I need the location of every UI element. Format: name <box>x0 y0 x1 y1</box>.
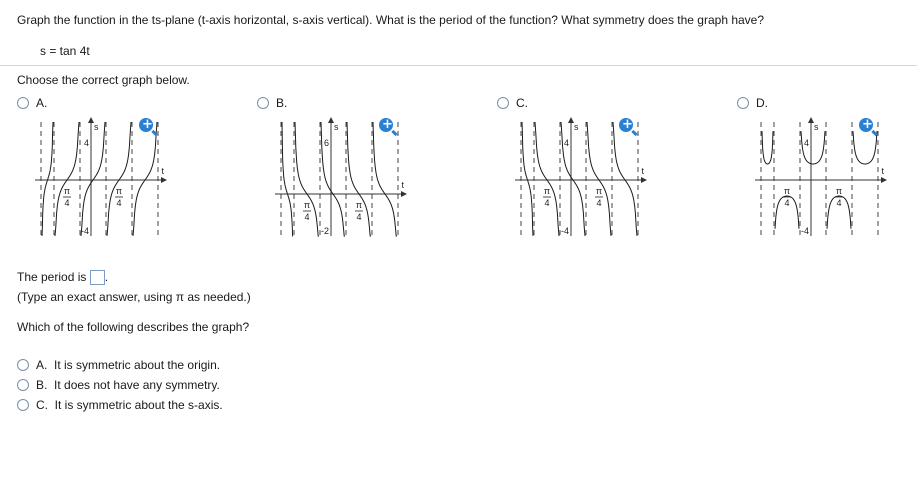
option-letter: B. <box>276 96 288 110</box>
x-right-tick-denominator: 4 <box>836 198 842 208</box>
y-max-label: 4 <box>803 138 809 148</box>
tangent-curve <box>282 122 293 236</box>
option-letter: A. <box>36 96 48 110</box>
period-dot: . <box>104 270 109 284</box>
x-left-tick-numerator: π <box>63 186 71 196</box>
option-text: It is symmetric about the s-axis. <box>54 398 223 412</box>
tangent-curve <box>522 122 533 236</box>
x-right-tick-numerator: π <box>115 186 123 196</box>
tangent-curve <box>613 122 637 236</box>
s-axis-label: s <box>94 122 99 132</box>
x-right-tick-numerator: π <box>595 186 603 196</box>
radio-button[interactable] <box>17 97 29 109</box>
x-left-tick-numerator: π <box>543 186 551 196</box>
radio-button[interactable] <box>17 379 29 391</box>
option-letter: D. <box>756 96 768 110</box>
radio-button[interactable] <box>17 359 29 371</box>
y-min-label: -4 <box>80 226 89 236</box>
graph-option-c[interactable] <box>497 96 672 246</box>
y-max-label: 4 <box>563 138 569 148</box>
option-letter: B. <box>36 378 48 392</box>
x-right-tick-denominator: 4 <box>356 212 362 222</box>
y-max-label: 4 <box>83 138 89 148</box>
graph-option-a[interactable] <box>17 96 192 246</box>
period-label: The period is <box>17 270 87 284</box>
period-input[interactable] <box>90 270 105 285</box>
choose-graph-prompt: Choose the correct graph below. <box>17 73 190 87</box>
zoom-in-icon[interactable] <box>859 118 873 132</box>
x-left-tick-numerator: π <box>783 186 791 196</box>
t-axis-label: t <box>161 166 164 176</box>
option-text: It does not have any symmetry. <box>54 378 220 392</box>
t-axis-label: t <box>881 166 884 176</box>
x-right-tick-denominator: 4 <box>116 198 122 208</box>
option-letter: C. <box>516 96 528 110</box>
equation: s = tan 4t <box>40 44 90 58</box>
function-graph <box>271 114 411 244</box>
function-graph <box>31 114 171 244</box>
x-left-tick-denominator: 4 <box>304 212 310 222</box>
x-left-tick-numerator: π <box>303 200 311 210</box>
tangent-curve <box>587 122 611 236</box>
t-axis-label: t <box>401 180 404 190</box>
period-hint: (Type an exact answer, using π as needed.) <box>17 290 251 304</box>
x-right-tick-numerator: π <box>355 200 363 210</box>
symmetry-prompt: Which of the following describes the graph? <box>17 320 250 334</box>
y-max-label: 6 <box>323 138 329 148</box>
t-axis-label: t <box>641 166 644 176</box>
x-right-tick-denominator: 4 <box>596 198 602 208</box>
tangent-curve <box>107 122 131 236</box>
x-left-tick-denominator: 4 <box>64 198 70 208</box>
option-letter: A. <box>36 358 48 372</box>
tangent-curve <box>42 122 53 236</box>
radio-button[interactable] <box>737 97 749 109</box>
y-min-label: -2 <box>320 226 329 236</box>
tangent-curve <box>55 122 79 236</box>
zoom-in-icon[interactable] <box>619 118 633 132</box>
t-axis-arrow <box>401 191 407 197</box>
t-axis-arrow <box>881 177 887 183</box>
x-left-tick-denominator: 4 <box>784 198 790 208</box>
tangent-curve <box>535 122 559 236</box>
s-axis-label: s <box>334 122 339 132</box>
option-text: It is symmetric about the origin. <box>54 358 221 372</box>
tangent-curve <box>133 122 157 236</box>
s-axis-label: s <box>574 122 579 132</box>
s-axis-label: s <box>814 122 819 132</box>
radio-button[interactable] <box>497 97 509 109</box>
y-min-label: -4 <box>800 226 809 236</box>
tangent-curve <box>373 122 397 236</box>
question-text: Graph the function in the ts-plane (t-axis horizontal, s-axis vertical). What is the period of the function? What symmetry does the graph have? <box>17 13 765 27</box>
t-axis-arrow <box>641 177 647 183</box>
tangent-curve <box>762 131 773 164</box>
function-graph <box>751 114 891 244</box>
t-axis-arrow <box>161 177 167 183</box>
tangent-curve <box>853 131 877 164</box>
function-graph <box>511 114 651 244</box>
x-left-tick-denominator: 4 <box>544 198 550 208</box>
zoom-in-icon[interactable] <box>379 118 393 132</box>
radio-button[interactable] <box>17 399 29 411</box>
graph-option-d[interactable] <box>737 96 912 246</box>
divider <box>0 65 917 66</box>
radio-button[interactable] <box>257 97 269 109</box>
option-letter: C. <box>36 398 48 412</box>
x-right-tick-numerator: π <box>835 186 843 196</box>
zoom-in-icon[interactable] <box>139 118 153 132</box>
y-min-label: -4 <box>560 226 569 236</box>
graph-option-b[interactable] <box>257 96 432 246</box>
period-row <box>17 270 108 285</box>
